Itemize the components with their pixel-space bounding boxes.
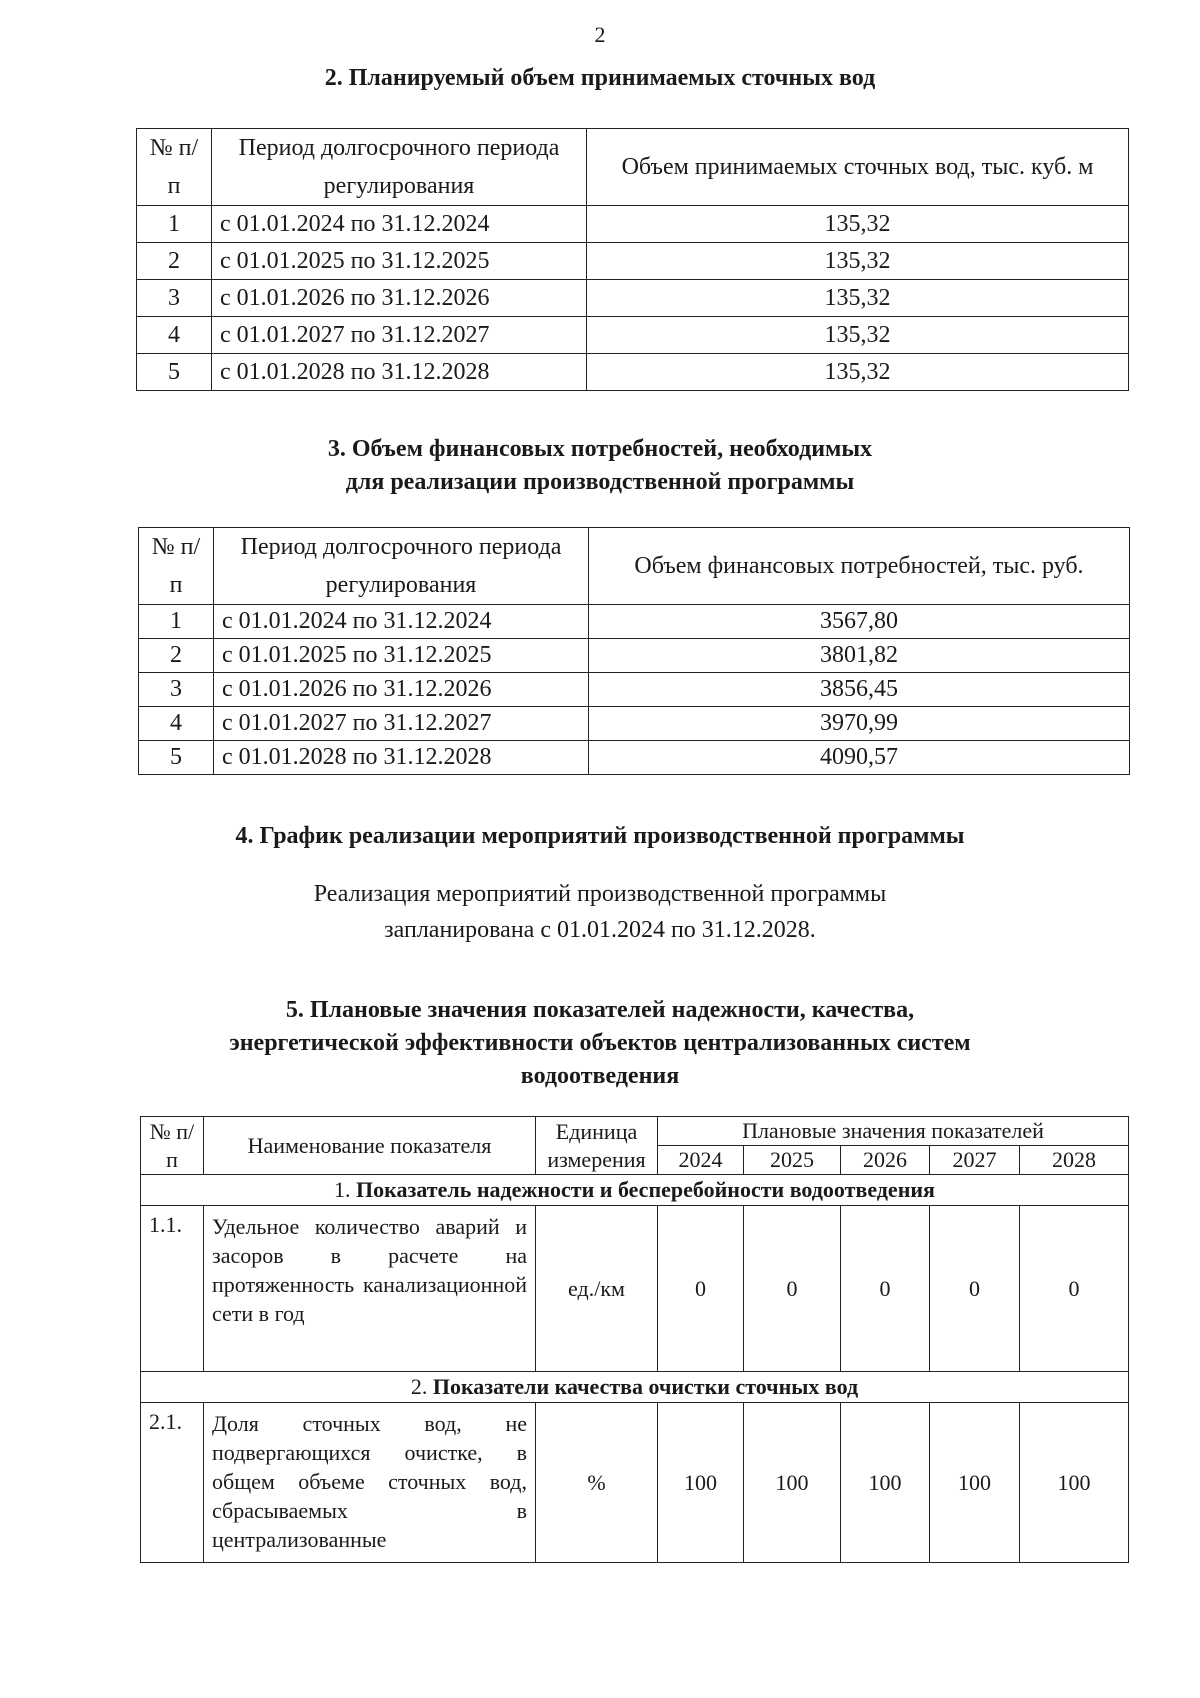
table-row (137, 243, 1129, 280)
group-number: 1. (334, 1177, 351, 1202)
table-row (139, 707, 1130, 741)
row-volume: 135,32 (587, 243, 1129, 280)
col-header-num: № п/п (139, 528, 214, 605)
value-2027: 100 (930, 1403, 1020, 1563)
row-volume: 135,32 (587, 280, 1129, 317)
table-row (139, 741, 1130, 775)
value-2028: 100 (1020, 1403, 1129, 1563)
row-period: с 01.01.2027 по 31.12.2027 (212, 317, 587, 354)
value-2026: 0 (841, 1206, 930, 1372)
value-2028: 0 (1020, 1206, 1129, 1372)
section-5-title-line-2: энергетической эффективности объектов централизованных систем (229, 1030, 971, 1056)
value-2025: 0 (744, 1206, 841, 1372)
indicator-name: Доля сточных вод, не подвергающихся очистке, в общем объеме сточных вод, сбрасываемых в централизованные (204, 1403, 536, 1563)
table-row (137, 354, 1129, 391)
section-4-title: 4. График реализации мероприятий производственной программы (235, 823, 965, 849)
row-period: с 01.01.2028 по 31.12.2028 (212, 354, 587, 391)
section-4-text-line-2: запланирована с 01.01.2024 по 31.12.2028. (384, 917, 816, 943)
col-header-year: 2025 (744, 1146, 841, 1175)
table-row (137, 280, 1129, 317)
value-2024: 100 (658, 1403, 744, 1563)
col-header-period: Период долгосрочного периода регулирования (212, 129, 587, 206)
section-4-text-line-1: Реализация мероприятий производственной программы (313, 881, 887, 907)
page-number: 2 (594, 22, 606, 47)
group-title (141, 1175, 1129, 1206)
section-5-title-line-3: водоотведения (520, 1063, 680, 1089)
row-volume: 135,32 (587, 354, 1129, 391)
row-period: с 01.01.2026 по 31.12.2026 (212, 280, 587, 317)
row-volume: 135,32 (587, 206, 1129, 243)
col-header-volume: Объем принимаемых сточных вод, тыс. куб. м (587, 129, 1129, 206)
section-3-title-line-1: 3. Объем финансовых потребностей, необходимых (327, 436, 873, 462)
value-2026: 100 (841, 1403, 930, 1563)
row-financial: 3801,82 (589, 639, 1130, 673)
row-number: 1.1. (141, 1206, 204, 1372)
table-row (139, 605, 1130, 639)
financial-needs-table (138, 527, 1130, 775)
row-financial: 3567,80 (589, 605, 1130, 639)
col-header-planned-values: Плановые значения показателей (658, 1117, 1129, 1146)
row-number: 3 (139, 673, 214, 707)
row-number: 5 (139, 741, 214, 775)
section-3-title-line-2: для реализации производственной программы (345, 469, 855, 495)
table-row (137, 317, 1129, 354)
row-number: 2 (139, 639, 214, 673)
row-number: 4 (139, 707, 214, 741)
row-period: с 01.01.2027 по 31.12.2027 (214, 707, 589, 741)
col-header-num: № п/п (141, 1117, 204, 1175)
row-volume: 135,32 (587, 317, 1129, 354)
row-number: 5 (137, 354, 212, 391)
row-number: 3 (137, 280, 212, 317)
row-number: 2.1. (141, 1403, 204, 1563)
section-2-title: 2. Планируемый объем принимаемых сточных вод (324, 65, 876, 91)
col-header-year: 2026 (841, 1146, 930, 1175)
row-period: с 01.01.2024 по 31.12.2024 (212, 206, 587, 243)
value-2025: 100 (744, 1403, 841, 1563)
row-financial: 4090,57 (589, 741, 1130, 775)
group-number: 2. (410, 1374, 428, 1399)
row-number: 4 (137, 317, 212, 354)
table-row (139, 639, 1130, 673)
value-2024: 0 (658, 1206, 744, 1372)
table-row (141, 1206, 1129, 1372)
section-5-title-line-1: 5. Плановые значения показателей надежности, качества, (285, 997, 915, 1023)
indicator-name: Удельное количество аварий и засоров в расчете на протяженность канализационной сети в год (204, 1206, 536, 1372)
indicators-table (140, 1116, 1129, 1563)
table-row (137, 206, 1129, 243)
row-financial: 3856,45 (589, 673, 1130, 707)
col-header-num: № п/п (137, 129, 212, 206)
col-header-period: Период долгосрочного периода регулирования (214, 528, 589, 605)
col-header-unit: Единица измерения (536, 1117, 658, 1175)
row-financial: 3970,99 (589, 707, 1130, 741)
group-title (141, 1372, 1129, 1403)
row-number: 1 (139, 605, 214, 639)
group-row-quality (141, 1372, 1129, 1403)
value-2027: 0 (930, 1206, 1020, 1372)
group-title-text: Показатели качества очистки сточных вод (432, 1374, 859, 1399)
row-period: с 01.01.2025 по 31.12.2025 (212, 243, 587, 280)
indicator-unit: ед./км (536, 1206, 658, 1372)
row-number: 1 (137, 206, 212, 243)
col-header-indicator-name: Наименование показателя (204, 1117, 536, 1175)
table-row (141, 1403, 1129, 1563)
table-header-row (141, 1117, 1129, 1146)
row-number: 2 (137, 243, 212, 280)
col-header-year: 2024 (658, 1146, 744, 1175)
table-row (139, 673, 1130, 707)
row-period: с 01.01.2024 по 31.12.2024 (214, 605, 589, 639)
table-header-row (139, 528, 1130, 605)
col-header-year: 2028 (1020, 1146, 1129, 1175)
row-period: с 01.01.2028 по 31.12.2028 (214, 741, 589, 775)
col-header-financial: Объем финансовых потребностей, тыс. руб. (589, 528, 1130, 605)
indicator-unit: % (536, 1403, 658, 1563)
wastewater-volume-table (136, 128, 1129, 391)
table-header-row (137, 129, 1129, 206)
row-period: с 01.01.2026 по 31.12.2026 (214, 673, 589, 707)
row-period: с 01.01.2025 по 31.12.2025 (214, 639, 589, 673)
col-header-year: 2027 (930, 1146, 1020, 1175)
group-title-text: Показатель надежности и бесперебойности водоотведения (356, 1177, 935, 1202)
group-row-reliability (141, 1175, 1129, 1206)
